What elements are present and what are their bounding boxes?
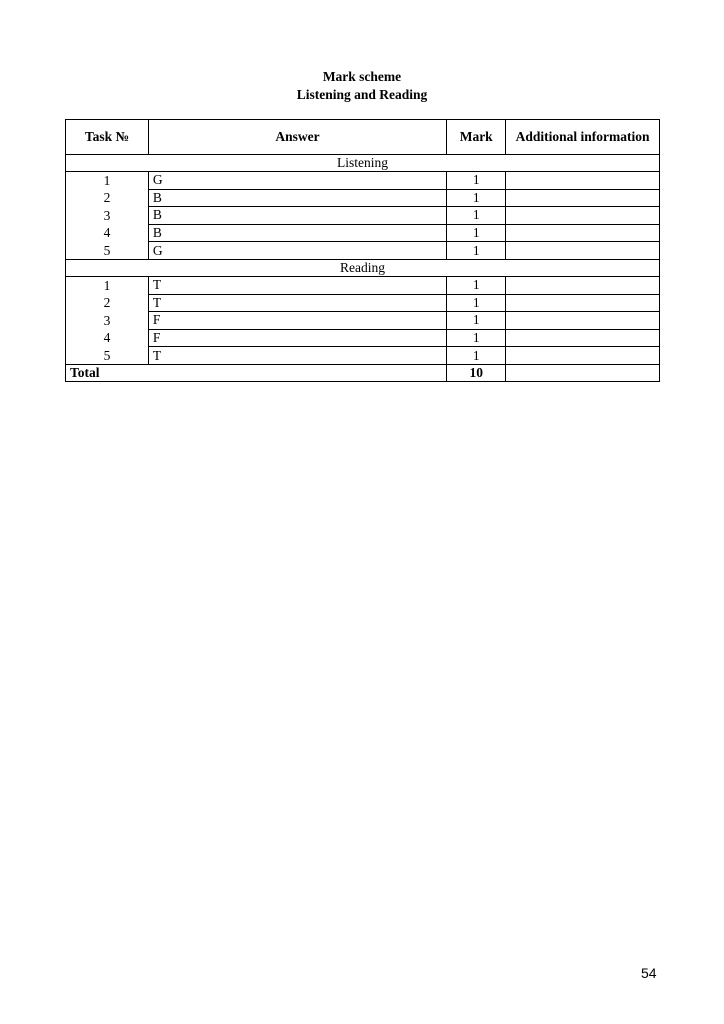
answer-cell: B [148,189,446,207]
header-mark: Mark [447,120,506,155]
header-row [66,120,660,155]
info-cell [506,312,660,330]
table-row [66,347,660,365]
answer-cell: T [148,276,446,294]
mark-scheme-table [65,119,660,382]
table-row [66,242,660,260]
mark-cell: 1 [447,172,506,190]
mark-cell: 1 [447,189,506,207]
table-row [66,276,660,294]
mark-cell: 1 [447,242,506,260]
answer-cell: G [148,172,446,190]
task-number: 4 [103,225,111,241]
total-row [66,364,660,381]
info-cell [506,347,660,365]
task-number-cell [66,276,149,364]
mark-cell: 1 [447,224,506,242]
page-number: 54 [641,965,657,981]
info-cell [506,189,660,207]
answer-cell: B [148,207,446,225]
mark-cell: 1 [447,347,506,365]
answer-cell: F [148,312,446,330]
table-row [66,207,660,225]
task-number: 1 [103,173,111,188]
answer-cell: F [148,329,446,347]
section-row-listening [66,155,660,172]
info-cell [506,329,660,347]
info-cell [506,294,660,312]
table-row [66,312,660,330]
table-row [66,172,660,190]
mark-cell: 1 [447,276,506,294]
section-label: Listening [66,155,660,172]
table-row [66,189,660,207]
answer-cell: T [148,347,446,365]
document-title [0,68,724,104]
info-cell [506,224,660,242]
mark-cell: 1 [447,312,506,330]
header-additional-information: Additional information [506,120,660,155]
task-number: 3 [103,312,111,328]
task-number: 5 [103,242,111,258]
table-row [66,294,660,312]
total-info-cell [506,364,660,381]
task-number: 3 [103,207,111,223]
section-row-reading [66,259,660,276]
info-cell [506,207,660,225]
mark-cell: 1 [447,207,506,225]
mark-cell: 1 [447,329,506,347]
header-task: Task № [66,120,149,155]
mark-cell: 1 [447,294,506,312]
title-line-2: Listening and Reading [296,87,428,102]
task-number-cell [66,172,149,260]
table-row [66,329,660,347]
title-line-1: Mark scheme [322,69,402,84]
task-number: 5 [103,347,111,363]
answer-cell: B [148,224,446,242]
task-number: 2 [103,190,111,206]
total-label: Total [66,364,447,381]
total-mark: 10 [447,364,506,381]
info-cell [506,276,660,294]
table-row [66,224,660,242]
task-number: 2 [103,295,111,311]
task-number: 4 [103,330,111,346]
header-answer: Answer [148,120,446,155]
task-number: 1 [103,277,111,293]
answer-cell: G [148,242,446,260]
answer-cell: T [148,294,446,312]
section-label: Reading [66,259,660,276]
info-cell [506,172,660,190]
info-cell [506,242,660,260]
